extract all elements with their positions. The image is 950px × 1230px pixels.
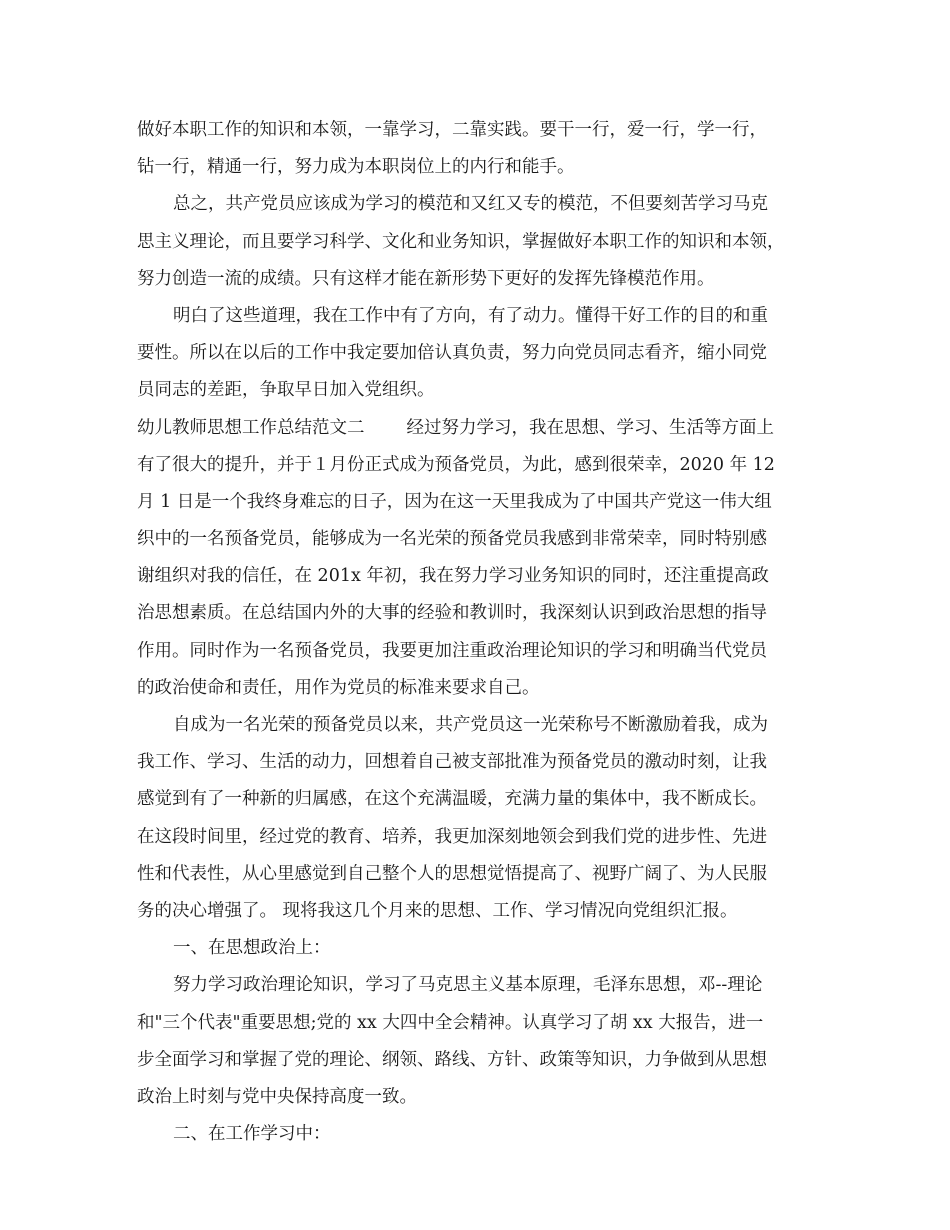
text-line: 做好本职工作的知识和本领，一靠学习，二靠实践。要干一行，爱一行，学一行，: [137, 120, 767, 140]
text-line: 谢组织对我的信任，在 201x 年初，我在努力学习业务知识的同时，还注重提高政: [137, 566, 769, 587]
text-line: 步全面学习和掌握了党的理论、纲领、路线、方针、政策等知识，力争做到从思想: [137, 1049, 767, 1070]
text-line: 治思想素质。在总结国内外的大事的经验和教训时，我深刻认识到政治思想的指导: [137, 603, 767, 624]
text-line: 作用。同时作为一名预备党员，我要更加注重政治理论知识的学习和明确当代党员: [137, 640, 767, 661]
paragraph-start: 明白了这些道理，我在工作中有了方向，有了动力。懂得干好工作的目的和重: [173, 305, 768, 326]
text-line: 经过努力学习，我在思想、学习、生活等方面上: [406, 417, 774, 438]
text-line: 和"三个代表"重要思想;党的 xx 大四中全会精神。认真学习了胡 xx 大报告，进一: [137, 1012, 764, 1033]
section-title-line: [137, 410, 830, 447]
paragraph-start: 自成为一名光荣的预备党员以来，共产党员这一光荣称号不断激励着我，成为: [173, 715, 768, 735]
text-line: 有了很大的提升，并于１月份正式成为预备党员，为此，感到很荣幸，2020 年 12: [137, 454, 775, 475]
subheading-work-study: 二、在工作学习中：: [173, 1124, 331, 1145]
text-line: 月 1 日是一个我终身难忘的日子，因为在这一天里我成为了中国共产党这一伟大组: [137, 491, 772, 512]
text-line: 我工作、学习、生活的动力，回想着自己被支部批准为预备党员的激动时刻，让我: [137, 752, 767, 773]
text-line: 性和代表性，从心里感觉到自己整个人的思想觉悟提高了、视野广阔了、为人民服: [137, 863, 767, 884]
text-line: 要性。所以在以后的工作中我定要加倍认真负责，努力向党员同志看齐，缩小同党: [137, 343, 767, 364]
text-line: 钻一行，精通一行，努力成为本职岗位上的内行和能手。: [137, 157, 575, 178]
text-line: 员同志的差距，争取早日加入党组织。: [137, 380, 435, 401]
paragraph-start: 总之，共产党员应该成为学习的模范和又红又专的模范，不但要刻苦学习马克: [173, 194, 768, 215]
text-line: 的政治使命和责任，用作为党员的标准来要求自己。: [137, 677, 540, 698]
section-title: 幼儿教师思想工作总结范文二: [137, 417, 365, 438]
text-line: 感觉到有了一种新的归属感，在这个充满温暖，充满力量的集体中，我不断成长。: [137, 789, 767, 810]
text-line: 务的决心增强了。 现将我这几个月来的思想、工作、学习情况向党组织汇报。: [137, 900, 738, 921]
text-line: 努力创造一流的成绩。只有这样才能在新形势下更好的发挥先锋模范作用。: [137, 268, 715, 289]
text-line: 政治上时刻与党中央保持高度一致。: [137, 1086, 417, 1107]
paragraph-start: 努力学习政治理论知识，学习了马克思主义基本原理，毛泽东思想，邓--理论: [173, 975, 763, 996]
subheading-thought-politics: 一、在思想政治上：: [173, 938, 331, 959]
text-line: 织中的一名预备党员，能够成为一名光荣的预备党员我感到非常荣幸，同时特别感: [137, 529, 767, 550]
text-line: 思主义理论，而且要学习科学、文化和业务知识，掌握做好本职工作的知识和本领，: [137, 231, 785, 252]
text-line: 在这段时间里，经过党的教育、培养，我更加深刻地领会到我们党的进步性、先进: [137, 826, 767, 847]
